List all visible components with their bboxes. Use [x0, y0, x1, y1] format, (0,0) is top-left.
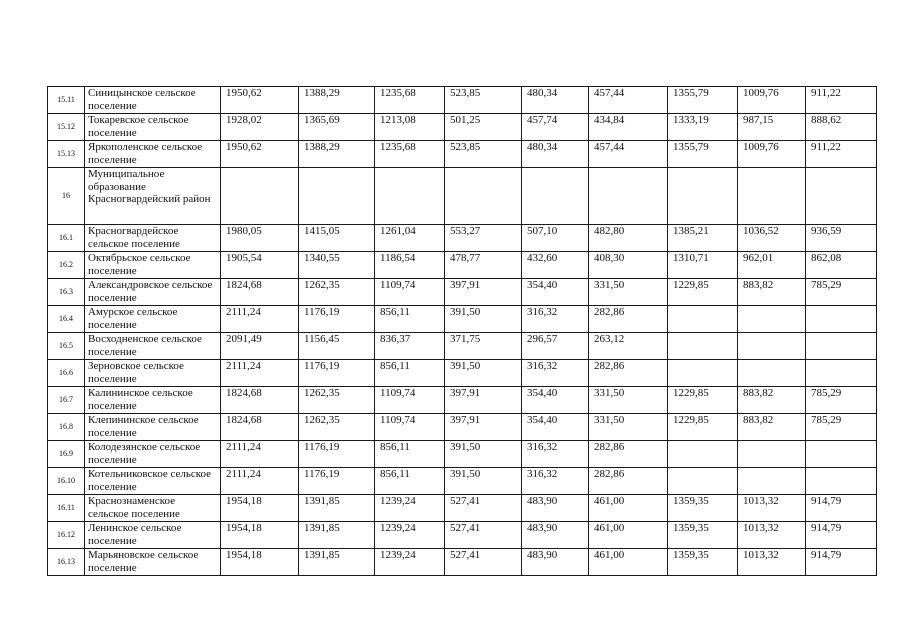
value-cell: [375, 168, 445, 225]
row-number: 16.2: [48, 252, 85, 279]
value-cell: 483,90: [522, 549, 589, 576]
value-cell: 1954,18: [221, 522, 299, 549]
value-cell: 1176,19: [299, 441, 375, 468]
value-cell: 856,11: [375, 306, 445, 333]
value-cell: 1333,19: [668, 114, 738, 141]
value-cell: 523,85: [445, 87, 522, 114]
value-cell: 397,91: [445, 279, 522, 306]
value-cell: 1359,35: [668, 495, 738, 522]
value-cell: 391,50: [445, 441, 522, 468]
value-cell: 457,74: [522, 114, 589, 141]
settlement-name: Александровское сельское поселение: [85, 279, 221, 306]
table-row: [48, 441, 877, 468]
value-cell: 391,50: [445, 468, 522, 495]
value-cell: 434,84: [589, 114, 668, 141]
value-cell: 1213,08: [375, 114, 445, 141]
settlement-name: Колодезянское сельское поселение: [85, 441, 221, 468]
value-cell: 1009,76: [738, 141, 806, 168]
table-row: [48, 114, 877, 141]
value-cell: 331,50: [589, 279, 668, 306]
row-number: 16.8: [48, 414, 85, 441]
row-number: 16.9: [48, 441, 85, 468]
value-cell: [806, 360, 877, 387]
settlement-name: Токаревское сельское поселение: [85, 114, 221, 141]
value-cell: 987,15: [738, 114, 806, 141]
value-cell: 1824,68: [221, 279, 299, 306]
value-cell: [738, 333, 806, 360]
value-cell: [738, 168, 806, 225]
row-number: 16.6: [48, 360, 85, 387]
value-cell: 331,50: [589, 414, 668, 441]
table-row: [48, 141, 877, 168]
value-cell: 501,25: [445, 114, 522, 141]
value-cell: 483,90: [522, 522, 589, 549]
value-cell: 1013,32: [738, 549, 806, 576]
value-cell: 282,86: [589, 468, 668, 495]
settlement-name: Муниципальное образование Красногвардейский район: [85, 168, 221, 225]
value-cell: 1824,68: [221, 414, 299, 441]
value-cell: [738, 306, 806, 333]
row-number: 16.7: [48, 387, 85, 414]
value-cell: 1239,24: [375, 549, 445, 576]
value-cell: 553,27: [445, 225, 522, 252]
row-number: 15.12: [48, 114, 85, 141]
value-cell: 785,29: [806, 387, 877, 414]
table-row: [48, 225, 877, 252]
value-cell: 914,79: [806, 495, 877, 522]
value-cell: [806, 468, 877, 495]
value-cell: 1391,85: [299, 549, 375, 576]
value-cell: 1239,24: [375, 522, 445, 549]
row-number: 16.5: [48, 333, 85, 360]
value-cell: 391,50: [445, 306, 522, 333]
value-cell: 883,82: [738, 279, 806, 306]
row-number: 16: [48, 168, 85, 225]
value-cell: 911,22: [806, 87, 877, 114]
settlement-name: Ленинское сельское поселение: [85, 522, 221, 549]
value-cell: 1235,68: [375, 87, 445, 114]
table-row: [48, 252, 877, 279]
value-cell: 1229,85: [668, 387, 738, 414]
value-cell: 1262,35: [299, 279, 375, 306]
value-cell: 316,32: [522, 306, 589, 333]
value-cell: 523,85: [445, 141, 522, 168]
value-cell: [668, 468, 738, 495]
value-cell: 282,86: [589, 306, 668, 333]
value-cell: 354,40: [522, 414, 589, 441]
table-row: [48, 414, 877, 441]
value-cell: 1109,74: [375, 414, 445, 441]
value-cell: 316,32: [522, 468, 589, 495]
value-cell: [668, 168, 738, 225]
table-row: [48, 495, 877, 522]
settlement-name: Яркополенское сельское поселение: [85, 141, 221, 168]
value-cell: [738, 441, 806, 468]
value-cell: [668, 306, 738, 333]
value-cell: 914,79: [806, 549, 877, 576]
value-cell: 1235,68: [375, 141, 445, 168]
row-number: 15.11: [48, 87, 85, 114]
value-cell: 480,34: [522, 87, 589, 114]
settlement-name: Красногвардейское сельское поселение: [85, 225, 221, 252]
value-cell: 911,22: [806, 141, 877, 168]
value-cell: 836,37: [375, 333, 445, 360]
value-cell: 397,91: [445, 387, 522, 414]
settlement-name: Синицынское сельское поселение: [85, 87, 221, 114]
value-cell: 1176,19: [299, 360, 375, 387]
value-cell: 1261,04: [375, 225, 445, 252]
value-cell: 1310,71: [668, 252, 738, 279]
row-number: 16.12: [48, 522, 85, 549]
value-cell: [806, 168, 877, 225]
value-cell: 296,57: [522, 333, 589, 360]
value-cell: 936,59: [806, 225, 877, 252]
value-cell: 1176,19: [299, 306, 375, 333]
value-cell: 856,11: [375, 468, 445, 495]
row-number: 16.13: [48, 549, 85, 576]
settlement-name: Зерновское сельское поселение: [85, 360, 221, 387]
value-cell: [668, 360, 738, 387]
row-number: 16.1: [48, 225, 85, 252]
value-cell: [806, 306, 877, 333]
value-cell: 371,75: [445, 333, 522, 360]
value-cell: 1355,79: [668, 141, 738, 168]
value-cell: 1229,85: [668, 414, 738, 441]
settlement-name: Краснознаменское сельское поселение: [85, 495, 221, 522]
value-cell: 962,01: [738, 252, 806, 279]
settlement-name: Амурское сельское поселение: [85, 306, 221, 333]
value-cell: 483,90: [522, 495, 589, 522]
value-cell: 1229,85: [668, 279, 738, 306]
tariff-table: [47, 86, 877, 576]
value-cell: 1186,54: [375, 252, 445, 279]
table-row: [48, 168, 877, 225]
table-row: [48, 387, 877, 414]
value-cell: 1262,35: [299, 414, 375, 441]
settlement-name: Октябрьское сельское поселение: [85, 252, 221, 279]
value-cell: 316,32: [522, 360, 589, 387]
settlement-name: Марьяновское сельское поселение: [85, 549, 221, 576]
table-row: [48, 333, 877, 360]
value-cell: 1013,32: [738, 522, 806, 549]
value-cell: 457,44: [589, 141, 668, 168]
value-cell: 883,82: [738, 387, 806, 414]
value-cell: 331,50: [589, 387, 668, 414]
settlement-name: Калининское сельское поселение: [85, 387, 221, 414]
value-cell: 2111,24: [221, 468, 299, 495]
value-cell: 1954,18: [221, 549, 299, 576]
value-cell: [738, 468, 806, 495]
value-cell: 2111,24: [221, 360, 299, 387]
value-cell: [445, 168, 522, 225]
settlement-name: Клепининское сельское поселение: [85, 414, 221, 441]
value-cell: 1980,05: [221, 225, 299, 252]
value-cell: 1109,74: [375, 279, 445, 306]
value-cell: 856,11: [375, 360, 445, 387]
value-cell: 2111,24: [221, 441, 299, 468]
value-cell: 527,41: [445, 495, 522, 522]
value-cell: 1340,55: [299, 252, 375, 279]
table-row: [48, 549, 877, 576]
value-cell: 914,79: [806, 522, 877, 549]
value-cell: 2111,24: [221, 306, 299, 333]
value-cell: 316,32: [522, 441, 589, 468]
value-cell: 282,86: [589, 360, 668, 387]
value-cell: 1365,69: [299, 114, 375, 141]
table-row: [48, 306, 877, 333]
value-cell: 1388,29: [299, 141, 375, 168]
value-cell: 432,60: [522, 252, 589, 279]
settlement-name: Котельниковское сельское поселение: [85, 468, 221, 495]
row-number: 15.13: [48, 141, 85, 168]
value-cell: 1950,62: [221, 87, 299, 114]
value-cell: 354,40: [522, 387, 589, 414]
value-cell: 883,82: [738, 414, 806, 441]
value-cell: 856,11: [375, 441, 445, 468]
value-cell: 263,12: [589, 333, 668, 360]
value-cell: [806, 441, 877, 468]
value-cell: 457,44: [589, 87, 668, 114]
value-cell: 1385,21: [668, 225, 738, 252]
value-cell: 1239,24: [375, 495, 445, 522]
value-cell: [668, 441, 738, 468]
value-cell: 1928,02: [221, 114, 299, 141]
value-cell: [221, 168, 299, 225]
value-cell: 1013,32: [738, 495, 806, 522]
value-cell: [522, 168, 589, 225]
value-cell: 1176,19: [299, 468, 375, 495]
table-row: [48, 87, 877, 114]
value-cell: 397,91: [445, 414, 522, 441]
row-number: 16.4: [48, 306, 85, 333]
table-row: [48, 279, 877, 306]
table-row: [48, 522, 877, 549]
value-cell: 527,41: [445, 522, 522, 549]
table-body: [48, 87, 877, 576]
value-cell: 1954,18: [221, 495, 299, 522]
value-cell: 1905,54: [221, 252, 299, 279]
value-cell: 785,29: [806, 279, 877, 306]
row-number: 16.3: [48, 279, 85, 306]
value-cell: 507,10: [522, 225, 589, 252]
value-cell: 1950,62: [221, 141, 299, 168]
value-cell: 461,00: [589, 495, 668, 522]
value-cell: 785,29: [806, 414, 877, 441]
value-cell: 1262,35: [299, 387, 375, 414]
value-cell: 1359,35: [668, 522, 738, 549]
table-row: [48, 468, 877, 495]
value-cell: 354,40: [522, 279, 589, 306]
value-cell: 1036,52: [738, 225, 806, 252]
value-cell: 862,08: [806, 252, 877, 279]
row-number: 16.10: [48, 468, 85, 495]
row-number: 16.11: [48, 495, 85, 522]
value-cell: 480,34: [522, 141, 589, 168]
value-cell: 1391,85: [299, 522, 375, 549]
value-cell: 1156,45: [299, 333, 375, 360]
value-cell: 527,41: [445, 549, 522, 576]
table-row: [48, 360, 877, 387]
value-cell: 888,62: [806, 114, 877, 141]
value-cell: 461,00: [589, 522, 668, 549]
value-cell: 391,50: [445, 360, 522, 387]
value-cell: 1009,76: [738, 87, 806, 114]
value-cell: 408,30: [589, 252, 668, 279]
value-cell: 1388,29: [299, 87, 375, 114]
value-cell: [589, 168, 668, 225]
value-cell: 1355,79: [668, 87, 738, 114]
value-cell: 2091,49: [221, 333, 299, 360]
value-cell: 1391,85: [299, 495, 375, 522]
value-cell: [738, 360, 806, 387]
settlement-name: Восходненское сельское поселение: [85, 333, 221, 360]
value-cell: 1824,68: [221, 387, 299, 414]
value-cell: 1415,05: [299, 225, 375, 252]
value-cell: 482,80: [589, 225, 668, 252]
value-cell: [668, 333, 738, 360]
value-cell: 282,86: [589, 441, 668, 468]
value-cell: 1359,35: [668, 549, 738, 576]
value-cell: 461,00: [589, 549, 668, 576]
value-cell: 478,77: [445, 252, 522, 279]
value-cell: [299, 168, 375, 225]
value-cell: [806, 333, 877, 360]
value-cell: 1109,74: [375, 387, 445, 414]
